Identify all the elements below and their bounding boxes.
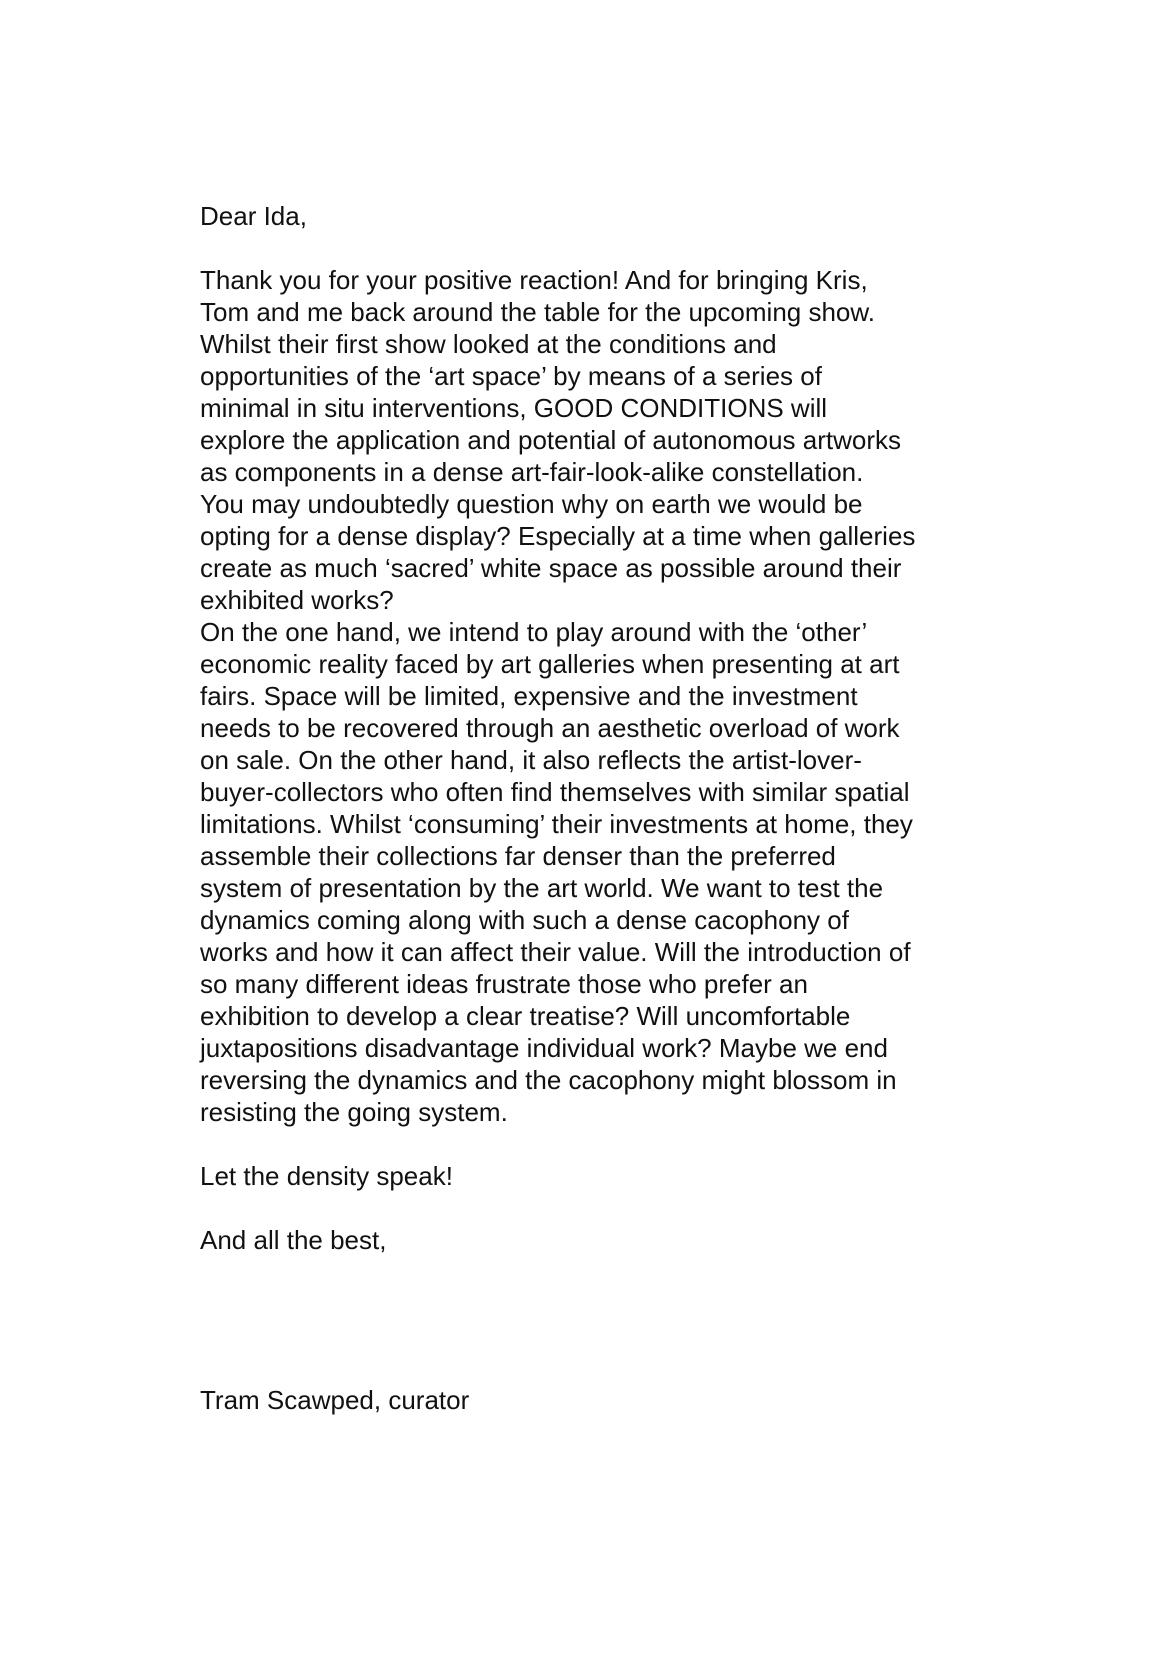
letter-body <box>200 200 980 1416</box>
body-line: as components in a dense art-fair-look-alike constellation. <box>200 457 864 487</box>
letter-paragraph <box>200 264 980 1128</box>
body-line: limitations. Whilst ‘consuming’ their investments at home, they <box>200 809 913 839</box>
salutation: Dear Ida, <box>200 201 307 231</box>
body-line: so many different ideas frustrate those who prefer an <box>200 969 808 999</box>
body-line: You may undoubtedly question why on earth we would be <box>200 489 863 519</box>
body-line: resisting the going system. <box>200 1097 508 1127</box>
body-line: minimal in situ interventions, GOOD CONDITIONS will <box>200 393 828 423</box>
body-line: reversing the dynamics and the cacophony might blossom in <box>200 1065 897 1095</box>
body-line: opting for a dense display? Especially at a time when galleries <box>200 521 916 551</box>
body-line: On the one hand, we intend to play around with the ‘other’ <box>200 617 868 647</box>
body-line: exhibition to develop a clear treatise? Will uncomfortable <box>200 1001 851 1031</box>
body-line: Tom and me back around the table for the upcoming show. <box>200 297 875 327</box>
signature: Tram Scawped, curator <box>200 1385 470 1415</box>
body-line: juxtapositions disadvantage individual work? Maybe we end <box>200 1033 888 1063</box>
body-line: opportunities of the ‘art space’ by means of a series of <box>200 361 822 391</box>
body-line: buyer-collectors who often find themselves with similar spatial <box>200 777 910 807</box>
body-line: on sale. On the other hand, it also reflects the artist-lover- <box>200 745 862 775</box>
body-line: fairs. Space will be limited, expensive and the investment <box>200 681 858 711</box>
body-line: dynamics coming along with such a dense cacophony of <box>200 905 849 935</box>
closing-line: Let the density speak! <box>200 1161 453 1191</box>
body-line: assemble their collections far denser than the preferred <box>200 841 836 871</box>
body-line: Whilst their first show looked at the conditions and <box>200 329 777 359</box>
body-line: system of presentation by the art world. We want to test the <box>200 873 884 903</box>
body-line: create as much ‘sacred’ white space as possible around their <box>200 553 902 583</box>
body-line: needs to be recovered through an aesthetic overload of work <box>200 713 900 743</box>
body-line: economic reality faced by art galleries when presenting at art <box>200 649 900 679</box>
body-line: Thank you for your positive reaction! And for bringing Kris, <box>200 265 868 295</box>
sign-off: And all the best, <box>200 1225 387 1255</box>
body-line: explore the application and potential of autonomous artworks <box>200 425 901 455</box>
body-line: works and how it can affect their value. Will the introduction of <box>200 937 911 967</box>
body-line: exhibited works? <box>200 585 394 615</box>
